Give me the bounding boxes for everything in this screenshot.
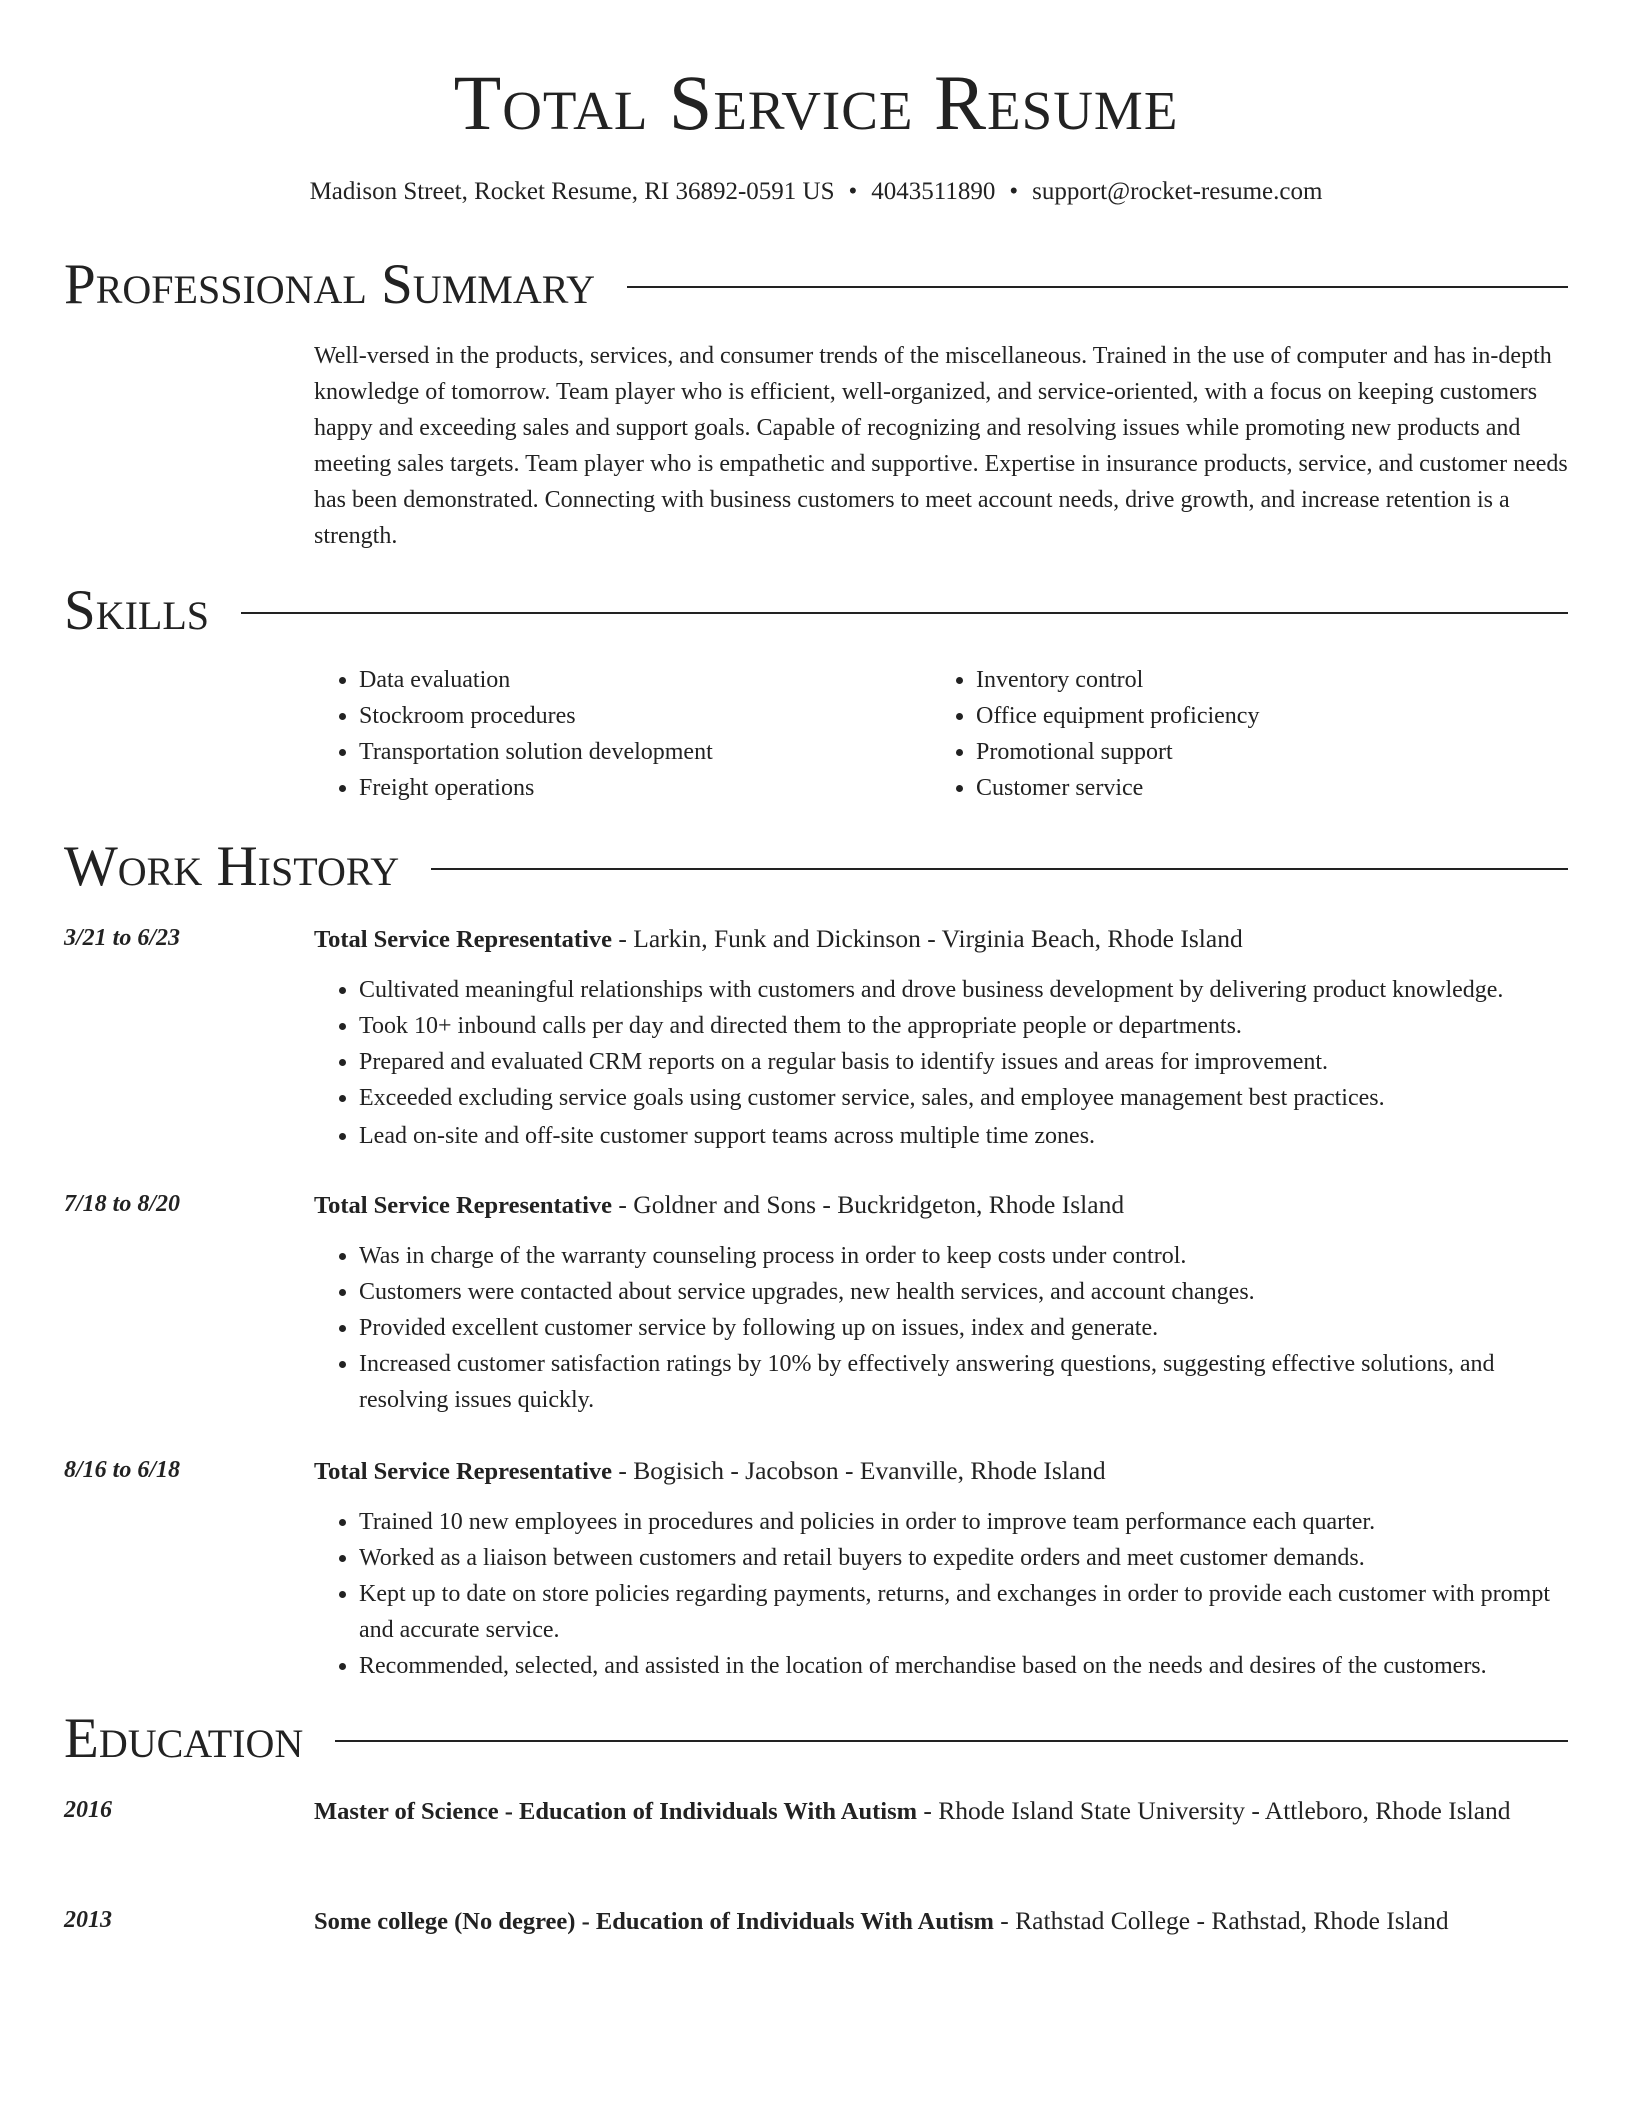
education-heading	[314, 1902, 1568, 1940]
work-bullet: • Prepared and evaluated CRM reports on a regular basis to identify issues and areas for improvement.	[359, 1044, 1568, 1080]
section-divider	[431, 868, 1568, 870]
education-school: - Rhode Island State University - Attleboro, Rhode Island	[917, 1796, 1511, 1825]
education-heading	[314, 1792, 1568, 1830]
work-bullet: • Recommended, selected, and assisted in the location of merchandise based on the needs and desires of the customers.	[359, 1648, 1568, 1684]
section-title: Skills	[64, 579, 210, 642]
work-bullets	[314, 1504, 1568, 1684]
section-title: Work History	[64, 835, 400, 898]
contact-phone: 4043511890	[871, 178, 996, 205]
skill-item: • Office equipment proficiency	[976, 698, 1548, 734]
skill-item: • Inventory control	[976, 662, 1548, 698]
contact-email: support@rocket-resume.com	[1032, 178, 1323, 205]
education-entry	[64, 1902, 1568, 1940]
section-divider	[241, 612, 1568, 614]
summary-text: Well-versed in the products, services, and consumer trends of the miscellaneous. Trained in the use of computer and has in-depth knowledge of tomorrow. Team player who is efficient, well-organized, and service-oriented, with a focus on keeping customers happy and exceeding sales and support goals. Capable of recognizing and resolving issues while promoting new products and meeting sales targets. Team player who is empathetic and supportive. Expertise in insurance products, service, and customer needs has been demonstrated. Connecting with business customers to meet account needs, drive growth, and increase retention is a strength.	[314, 343, 1568, 549]
section-heading-skills	[64, 578, 1568, 644]
work-bullet: • Trained 10 new employees in procedures and policies in order to improve team performance each quarter.	[359, 1504, 1568, 1540]
work-dates: 8/16 to 6/18	[64, 1457, 181, 1483]
work-bullet: • Provided excellent customer service by following up on issues, index and generate.	[359, 1310, 1568, 1346]
section-divider	[335, 1740, 1568, 1742]
skills-column-right	[931, 662, 1548, 806]
contact-address: Madison Street, Rocket Resume, RI 36892-0591 US	[309, 178, 835, 205]
work-bullets	[314, 972, 1568, 1154]
job-employer: - Goldner and Sons - Buckridgeton, Rhode Island	[612, 1190, 1125, 1219]
job-employer: - Larkin, Funk and Dickinson - Virginia Beach, Rhode Island	[612, 924, 1243, 953]
skills-list	[314, 662, 1568, 806]
skill-item: • Data evaluation	[359, 662, 931, 698]
work-bullet: • Cultivated meaningful relationships with customers and drove business development by delivering product knowledge.	[359, 972, 1568, 1008]
skill-item: • Promotional support	[976, 734, 1548, 770]
work-dates: 3/21 to 6/23	[64, 925, 181, 951]
job-title: Total Service Representative	[314, 1458, 613, 1485]
skill-item: • Stockroom procedures	[359, 698, 931, 734]
work-entry	[64, 920, 1568, 1154]
skill-item: • Customer service	[976, 770, 1548, 806]
contact-line	[0, 176, 1632, 208]
section-heading-summary	[64, 252, 1568, 318]
work-heading	[314, 1186, 1568, 1224]
work-bullet: • Customers were contacted about service upgrades, new health services, and account changes.	[359, 1274, 1568, 1310]
work-bullet: • Kept up to date on store policies regarding payments, returns, and exchanges in order to provide each customer with prompt and accurate service.	[359, 1576, 1568, 1648]
section-heading-education	[64, 1706, 1568, 1772]
resume-title: Total Service Resume	[453, 59, 1179, 146]
contact-separator: •	[1009, 178, 1019, 205]
work-bullet: • Worked as a liaison between customers and retail buyers to expedite orders and meet customer demands.	[359, 1540, 1568, 1576]
work-dates: 7/18 to 8/20	[64, 1191, 181, 1217]
work-bullet: • Lead on-site and off-site customer support teams across multiple time zones.	[359, 1118, 1568, 1154]
section-heading-work-history	[64, 834, 1568, 900]
contact-separator: •	[848, 178, 858, 205]
degree-title: Some college (No degree) - Education of Individuals With Autism	[314, 1908, 994, 1935]
work-bullet: • Exceeded excluding service goals using customer service, sales, and employee management best practices.	[359, 1080, 1568, 1116]
section-title: Education	[64, 1707, 304, 1770]
skill-item: • Transportation solution development	[359, 734, 931, 770]
work-entry	[64, 1186, 1568, 1418]
section-divider	[627, 286, 1568, 288]
skills-column-left	[314, 662, 931, 806]
work-bullet: • Took 10+ inbound calls per day and directed them to the appropriate people or departments.	[359, 1008, 1568, 1044]
work-bullets	[314, 1238, 1568, 1418]
section-title: Professional Summary	[64, 253, 596, 316]
work-heading	[314, 920, 1568, 958]
job-title: Total Service Representative	[314, 1192, 613, 1219]
work-heading	[314, 1452, 1568, 1490]
job-title: Total Service Representative	[314, 926, 613, 953]
education-year: 2016	[64, 1797, 112, 1823]
education-school: - Rathstad College - Rathstad, Rhode Island	[993, 1906, 1449, 1935]
work-entry	[64, 1452, 1568, 1684]
work-bullet: • Increased customer satisfaction ratings by 10% by effectively answering questions, suggesting effective solutions, and resolving issues quickly.	[359, 1346, 1568, 1418]
job-employer: - Bogisich - Jacobson - Evanville, Rhode Island	[612, 1456, 1106, 1485]
degree-title: Master of Science - Education of Individuals With Autism	[314, 1798, 918, 1825]
work-bullet: • Was in charge of the warranty counseling process in order to keep costs under control.	[359, 1238, 1568, 1274]
skill-item: • Freight operations	[359, 770, 931, 806]
education-entry	[64, 1792, 1568, 1830]
education-year: 2013	[64, 1907, 112, 1933]
